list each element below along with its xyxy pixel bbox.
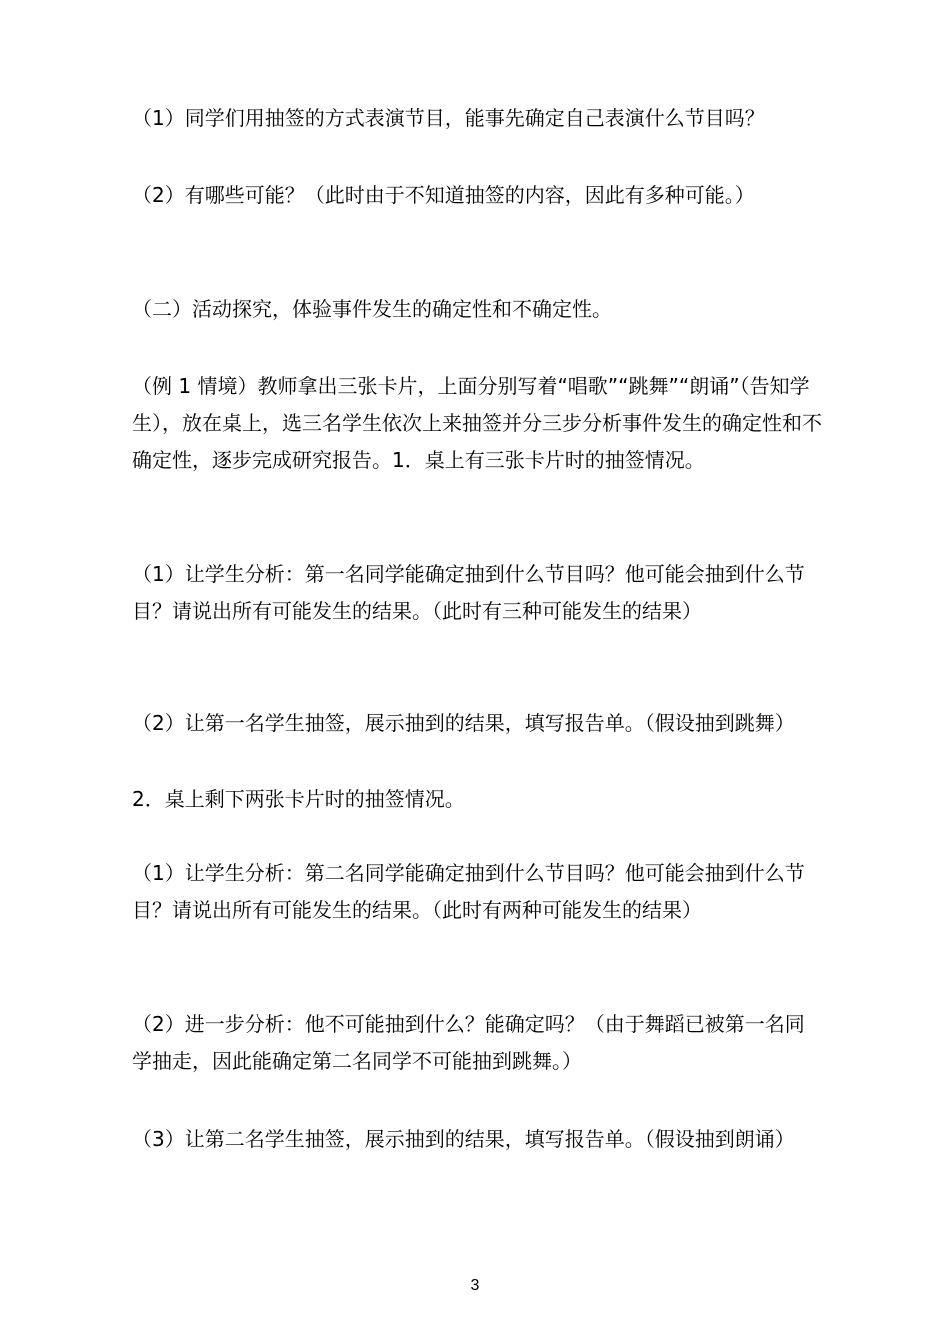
- paragraph-question-1: （1）同学们用抽签的方式表演节目，能事先确定自己表演什么节目吗？: [132, 106, 765, 130]
- paragraph-step-1-analysis: （1）让学生分析：第一名同学能确定抽到什么节目吗？他可能会抽到什么节目？请说出所有可能发生的结果。（此时有三种可能发生的结果）: [132, 562, 805, 623]
- paragraph-example-1: （例 1 情境）教师拿出三张卡片，上面分别写着“唱歌”“跳舞”“朗诵”（告知学生），放在桌上，选三名学生依次上来抽签并分三步分析事件发生的确定性和不确定性，逐步完成研究报告。1．桌上有三张卡片时的抽签情况。: [132, 374, 822, 472]
- paragraph-step-1-draw: （2）让第一名学生抽签，展示抽到的结果，填写报告单。（假设抽到跳舞）: [132, 711, 795, 735]
- page-number: 3: [470, 1277, 480, 1294]
- paragraph-step-2-further: （2）进一步分析：他不可能抽到什么？能确定吗？（由于舞蹈已被第一名同学抽走，因此能确定第二名同学不可能抽到跳舞。）: [132, 1012, 805, 1073]
- section-heading-activity: （二）活动探究，体验事件发生的确定性和不确定性。: [132, 297, 612, 321]
- paragraph-step-2-heading: 2．桌上剩下两张卡片时的抽签情况。: [132, 787, 465, 811]
- paragraph-step-2-analysis: （1）让学生分析：第二名同学能确定抽到什么节目吗？他可能会抽到什么节目？请说出所有可能发生的结果。（此时有两种可能发生的结果）: [132, 861, 805, 922]
- paragraph-question-2: （2）有哪些可能？（此时由于不知道抽签的内容，因此有多种可能。）: [132, 183, 755, 207]
- paragraph-step-2-draw: （3）让第二名学生抽签，展示抽到的结果，填写报告单。（假设抽到朗诵）: [132, 1127, 795, 1151]
